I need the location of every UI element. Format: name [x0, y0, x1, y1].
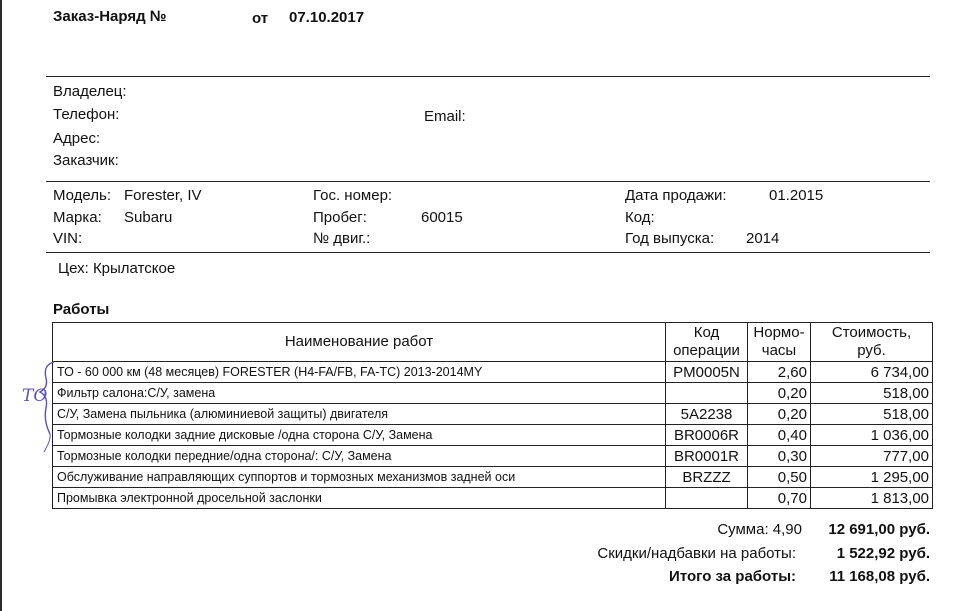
phone-label: Телефон:: [53, 106, 120, 123]
brand-value: Subaru: [124, 209, 173, 226]
work-hours: 0,70: [748, 488, 811, 509]
mileage-label: Пробег:: [313, 209, 367, 226]
work-code: BRZZZ: [666, 467, 748, 488]
work-hours: 0,30: [748, 446, 811, 467]
discount-label: Скидки/надбавки на работы:: [597, 545, 796, 562]
work-hours: 0,40: [748, 425, 811, 446]
work-hours: 0,50: [748, 467, 811, 488]
work-name: Фильтр салона:С/У, замена: [53, 383, 666, 404]
work-name: Обслуживание направляющих суппортов и тормозных механизмов задней оси: [53, 467, 666, 488]
total-value: 11 168,08 руб.: [829, 568, 930, 585]
work-cost: 1 813,00: [811, 488, 933, 509]
work-name: Тормозные колодки передние/одна сторона/: С/У, Замена: [53, 446, 666, 467]
discount-value: 1 522,92 руб.: [836, 545, 930, 562]
works-section-title: Работы: [53, 301, 110, 318]
work-hours: 0,20: [748, 404, 811, 425]
handwritten-annotation: [20, 360, 60, 460]
plate-label: Гос. номер:: [313, 187, 393, 204]
engine-label: № двиг.:: [313, 230, 371, 247]
email-label: Email:: [424, 108, 466, 125]
brand-label: Марка:: [53, 209, 102, 226]
vin-label: VIN:: [53, 230, 83, 247]
work-code: BR0001R: [666, 446, 748, 467]
table-row: [53, 404, 933, 425]
col-header-cost: Стоимость, руб.: [811, 323, 933, 362]
divider-workshop: [46, 252, 930, 253]
page-left-edge: [0, 0, 2, 611]
work-code: 5A2238: [666, 404, 748, 425]
works-table-header: [53, 323, 933, 362]
sum-label: Сумма: 4,90: [717, 521, 802, 538]
divider-top: [46, 76, 930, 77]
table-row: [53, 488, 933, 509]
address-label: Адрес:: [53, 130, 101, 147]
model-label: Модель:: [53, 187, 112, 204]
sale-date-label: Дата продажи:: [625, 187, 727, 204]
work-name: ТО - 60 000 км (48 месяцев) FORESTER (H4-FA/FB, FA-TC) 2013-2014MY: [53, 362, 666, 383]
year-label: Год выпуска:: [625, 230, 715, 247]
mileage-value: 60015: [421, 209, 463, 226]
work-cost: 1 295,00: [811, 467, 933, 488]
work-cost: 777,00: [811, 446, 933, 467]
order-date: 07.10.2017: [289, 9, 365, 26]
col-header-name: Наименование работ: [53, 323, 666, 362]
work-code: BR0006R: [666, 425, 748, 446]
order-date-from-label: от: [252, 10, 269, 27]
workshop: Цех: Крылатское: [58, 260, 176, 277]
work-cost: 518,00: [811, 383, 933, 404]
col-header-code: Код операции: [666, 323, 748, 362]
work-code: [666, 383, 748, 404]
table-row: [53, 362, 933, 383]
order-title: Заказ-Наряд №: [53, 8, 167, 25]
work-name: Тормозные колодки задние дисковые /одна сторона С/У, Замена: [53, 425, 666, 446]
work-name: Промывка электронной дросельной заслонки: [53, 488, 666, 509]
table-row: [53, 446, 933, 467]
works-table: [52, 322, 933, 509]
model-value: Forester, IV: [124, 187, 202, 204]
work-name: С/У, Замена пыльника (алюминиевой защиты) двигателя: [53, 404, 666, 425]
table-row: [53, 383, 933, 404]
year-value: 2014: [746, 230, 780, 247]
divider-vehicle: [46, 181, 930, 182]
work-hours: 0,20: [748, 383, 811, 404]
col-header-hours: Нормо- часы: [748, 323, 811, 362]
table-row: [53, 467, 933, 488]
handwritten-tail: [44, 434, 50, 452]
handwritten-to-text: ТО: [22, 386, 48, 406]
customer-label: Заказчик:: [53, 152, 119, 169]
work-cost: 1 036,00: [811, 425, 933, 446]
work-cost: 6 734,00: [811, 362, 933, 383]
work-code: PM0005N: [666, 362, 748, 383]
total-label: Итого за работы:: [669, 568, 796, 585]
work-hours: 2,60: [748, 362, 811, 383]
work-code: [666, 488, 748, 509]
owner-label: Владелец:: [53, 83, 127, 100]
sale-date-value: 01.2015: [769, 187, 824, 204]
work-cost: 518,00: [811, 404, 933, 425]
sum-value: 12 691,00 руб.: [828, 521, 930, 538]
code-label: Код:: [625, 209, 655, 226]
table-row: [53, 425, 933, 446]
